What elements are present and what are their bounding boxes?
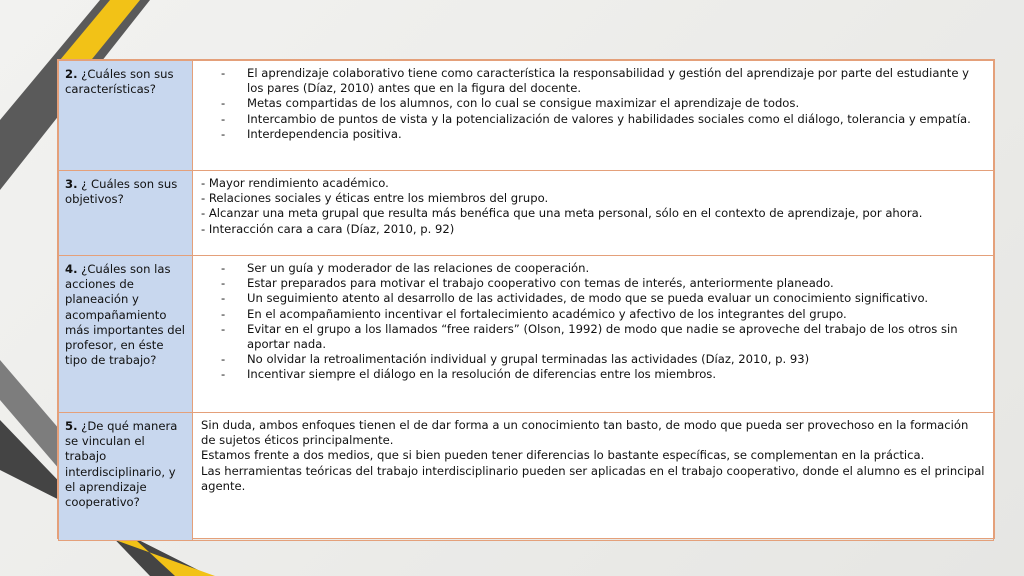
table-row xyxy=(59,61,994,171)
list-item: - No olvidar la retroalimentación individual y grupal terminadas las actividades (Díaz, 2010, p. 93) xyxy=(221,352,985,367)
table-row xyxy=(59,171,994,256)
list-item: - El aprendizaje colaborativo tiene como característica la responsabilidad y gestión del aprendizaje por parte del estudiante y los pares (Díaz, 2010) antes que en la figura del docente. xyxy=(221,66,985,96)
list-item: - Ser un guía y moderador de las relaciones de cooperación. xyxy=(221,261,985,276)
question-number: 3. xyxy=(65,177,78,191)
answer-list xyxy=(201,261,985,383)
answer-paragraphs xyxy=(201,176,985,237)
list-item: - Evitar en el grupo a los llamados “free raiders” (Olson, 1992) de modo que nadie se aproveche del trabajo de los otros sin aportar nada. xyxy=(221,322,985,352)
question-number: 4. xyxy=(65,262,78,276)
answer-line: - Interacción cara a cara (Díaz, 2010, p. 92) xyxy=(201,221,455,236)
list-item: - Intercambio de puntos de vista y la potencialización de valores y habilidades sociales como el diálogo, tolerancia y empatía. xyxy=(221,112,985,127)
question-label: ¿Cuáles son las acciones de planeación y acompañamiento más importantes del profesor, en éste tipo de trabajo? xyxy=(65,262,185,368)
question-label: ¿Cuáles son sus características? xyxy=(65,67,174,97)
answer-paragraphs xyxy=(201,418,985,494)
table-row xyxy=(59,256,994,413)
answer-cell xyxy=(193,171,994,256)
answer-line: Estamos frente a dos medios, que si bien pueden tener diferencias lo bastante específicas, se complementan en la práctica. xyxy=(201,448,925,463)
list-item: - En el acompañamiento incentivar el fortalecimiento académico y afectivo de los integrantes del grupo. xyxy=(221,307,985,322)
answer-line: - Mayor rendimiento académico. xyxy=(201,176,389,190)
content-table-container xyxy=(57,59,995,539)
answer-line: - Relaciones sociales y éticas entre los miembros del grupo. xyxy=(201,191,549,206)
question-text xyxy=(65,67,188,97)
list-item: - Un seguimiento atento al desarrollo de las actividades, de modo que se pueda evaluar un conocimiento significativo. xyxy=(221,291,985,306)
question-cell xyxy=(59,171,193,256)
question-number: 2. xyxy=(65,67,78,81)
answer-line: Las herramientas teóricas del trabajo interdisciplinario pueden ser aplicadas en el trabajo cooperativo, donde el alumno es el principal agente. xyxy=(201,463,985,493)
question-cell xyxy=(59,256,193,413)
question-cell xyxy=(59,413,193,541)
question-label: ¿De qué manera se vinculan el trabajo interdisciplinario, y el aprendizaje cooperativo? xyxy=(65,419,178,510)
question-number: 5. xyxy=(65,419,78,433)
answer-cell xyxy=(193,61,994,171)
answer-list xyxy=(201,66,985,142)
list-item: - Metas compartidas de los alumnos, con lo cual se consigue maximizar el aprendizaje de todos. xyxy=(221,96,985,111)
qa-table xyxy=(58,60,994,541)
answer-cell xyxy=(193,413,994,541)
answer-line: - Alcanzar una meta grupal que resulta más benéfica que una meta personal, sólo en el contexto de aprendizaje, por ahora. xyxy=(201,206,923,221)
list-item: - Estar preparados para motivar el trabajo cooperativo con temas de interés, anteriormente planeado. xyxy=(221,276,985,291)
question-cell xyxy=(59,61,193,171)
answer-cell xyxy=(193,256,994,413)
list-item: - Incentivar siempre el diálogo en la resolución de diferencias entre los miembros. xyxy=(221,367,985,382)
question-label: ¿ Cuáles son sus objetivos? xyxy=(65,177,178,207)
question-text xyxy=(65,419,188,510)
table-row xyxy=(59,413,994,541)
question-text xyxy=(65,262,188,368)
answer-line: Sin duda, ambos enfoques tienen el de dar forma a un conocimiento tan basto, de modo que pueda ser provechoso en la formación de sujetos éticos principalmente. xyxy=(201,418,969,448)
list-item: - Interdependencia positiva. xyxy=(221,127,985,142)
question-text xyxy=(65,177,188,207)
